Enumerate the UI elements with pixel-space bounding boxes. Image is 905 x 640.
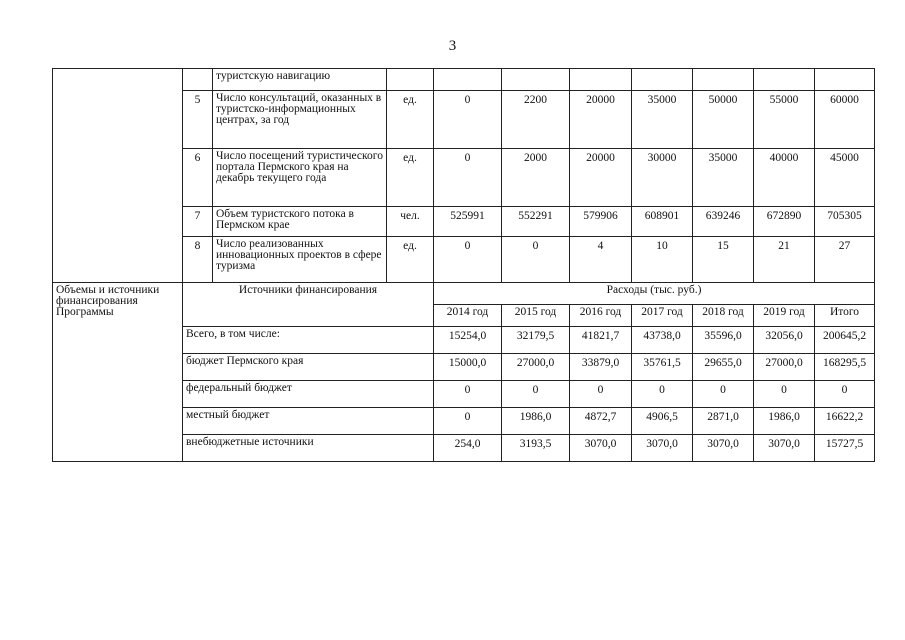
finance-value: 0 bbox=[754, 381, 815, 408]
finance-value: 41821,7 bbox=[570, 327, 632, 354]
finance-value: 3193,5 bbox=[502, 435, 570, 462]
finance-value: 1986,0 bbox=[754, 408, 815, 435]
indicator-value: 40000 bbox=[754, 149, 815, 207]
finance-value: 0 bbox=[815, 381, 875, 408]
indicator-value: 35000 bbox=[693, 149, 754, 207]
indicator-value bbox=[754, 69, 815, 91]
expenses-header: Расходы (тыс. руб.) bbox=[434, 283, 875, 305]
indicator-value: 15 bbox=[693, 237, 754, 283]
finance-value: 29655,0 bbox=[693, 354, 754, 381]
indicator-name: туристскую навигацию bbox=[213, 69, 387, 91]
indicator-number bbox=[183, 69, 213, 91]
indicator-value: 2200 bbox=[502, 91, 570, 149]
indicator-number: 5 bbox=[183, 91, 213, 149]
finance-value: 168295,5 bbox=[815, 354, 875, 381]
indicator-unit: ед. bbox=[387, 91, 434, 149]
finance-source-name: местный бюджет bbox=[183, 408, 434, 435]
finance-header-row bbox=[53, 283, 875, 305]
finance-value: 35761,5 bbox=[632, 354, 693, 381]
finance-value: 2871,0 bbox=[693, 408, 754, 435]
page-number: 3 bbox=[448, 38, 457, 54]
indicator-value: 4 bbox=[570, 237, 632, 283]
finance-value: 200645,2 bbox=[815, 327, 875, 354]
indicator-value: 55000 bbox=[754, 91, 815, 149]
finance-value: 15727,5 bbox=[815, 435, 875, 462]
finance-source-name: внебюджетные источники bbox=[183, 435, 434, 462]
finance-value: 32179,5 bbox=[502, 327, 570, 354]
indicator-name: Число консультаций, оказанных в туристско-информационных центрах, за год bbox=[213, 91, 387, 149]
indicator-unit bbox=[387, 69, 434, 91]
indicator-value: 0 bbox=[502, 237, 570, 283]
finance-value: 3070,0 bbox=[632, 435, 693, 462]
finance-section-label: Объемы и источники финансирования Программы bbox=[53, 283, 183, 462]
year-header: 2019 год bbox=[754, 305, 815, 327]
indicator-number: 7 bbox=[183, 207, 213, 237]
finance-value: 0 bbox=[570, 381, 632, 408]
year-header: 2016 год bbox=[570, 305, 632, 327]
finance-value: 27000,0 bbox=[502, 354, 570, 381]
finance-value: 27000,0 bbox=[754, 354, 815, 381]
indicator-value: 672890 bbox=[754, 207, 815, 237]
finance-value: 43738,0 bbox=[632, 327, 693, 354]
indicator-value: 608901 bbox=[632, 207, 693, 237]
indicator-name: Число реализованных инновационных проектов в сфере туризма bbox=[213, 237, 387, 283]
indicator-value: 0 bbox=[434, 149, 502, 207]
finance-source-name: бюджет Пермского края bbox=[183, 354, 434, 381]
indicator-row bbox=[53, 69, 875, 91]
finance-value: 4906,5 bbox=[632, 408, 693, 435]
finance-value: 0 bbox=[693, 381, 754, 408]
indicator-value: 20000 bbox=[570, 149, 632, 207]
indicator-value: 30000 bbox=[632, 149, 693, 207]
finance-value: 35596,0 bbox=[693, 327, 754, 354]
indicator-number: 6 bbox=[183, 149, 213, 207]
year-header: Итого bbox=[815, 305, 875, 327]
indicator-value: 579906 bbox=[570, 207, 632, 237]
finance-source-name: федеральный бюджет bbox=[183, 381, 434, 408]
indicator-value: 525991 bbox=[434, 207, 502, 237]
indicator-value: 60000 bbox=[815, 91, 875, 149]
finance-value: 3070,0 bbox=[754, 435, 815, 462]
finance-value: 3070,0 bbox=[693, 435, 754, 462]
indicator-value: 20000 bbox=[570, 91, 632, 149]
finance-value: 0 bbox=[434, 408, 502, 435]
finance-value: 0 bbox=[434, 381, 502, 408]
indicator-value bbox=[815, 69, 875, 91]
finance-value: 15000,0 bbox=[434, 354, 502, 381]
finance-value: 4872,7 bbox=[570, 408, 632, 435]
indicator-value bbox=[434, 69, 502, 91]
indicator-value: 10 bbox=[632, 237, 693, 283]
indicator-value: 2000 bbox=[502, 149, 570, 207]
program-table bbox=[52, 68, 875, 462]
indicator-value bbox=[693, 69, 754, 91]
indicator-value: 0 bbox=[434, 237, 502, 283]
indicator-name: Число посещений туристического портала Пермского края на декабрь текущего года bbox=[213, 149, 387, 207]
indicator-value: 27 bbox=[815, 237, 875, 283]
year-header: 2017 год bbox=[632, 305, 693, 327]
sources-header: Источники финансирования bbox=[183, 283, 434, 327]
indicator-value: 50000 bbox=[693, 91, 754, 149]
finance-value: 15254,0 bbox=[434, 327, 502, 354]
finance-source-name: Всего, в том числе: bbox=[183, 327, 434, 354]
indicator-unit: ед. bbox=[387, 149, 434, 207]
indicator-unit: ед. bbox=[387, 237, 434, 283]
indicator-name: Объем туристского потока в Пермском крае bbox=[213, 207, 387, 237]
year-header: 2018 год bbox=[693, 305, 754, 327]
finance-value: 0 bbox=[632, 381, 693, 408]
indicator-section-blank-cell bbox=[53, 69, 183, 283]
indicator-value: 705305 bbox=[815, 207, 875, 237]
year-header: 2014 год bbox=[434, 305, 502, 327]
indicator-number: 8 bbox=[183, 237, 213, 283]
indicator-value bbox=[632, 69, 693, 91]
indicator-value: 0 bbox=[434, 91, 502, 149]
indicator-value: 45000 bbox=[815, 149, 875, 207]
indicator-value: 639246 bbox=[693, 207, 754, 237]
finance-value: 32056,0 bbox=[754, 327, 815, 354]
indicator-unit: чел. bbox=[387, 207, 434, 237]
indicator-value bbox=[502, 69, 570, 91]
finance-value: 254,0 bbox=[434, 435, 502, 462]
indicator-value: 552291 bbox=[502, 207, 570, 237]
indicator-value bbox=[570, 69, 632, 91]
finance-value: 1986,0 bbox=[502, 408, 570, 435]
finance-value: 33879,0 bbox=[570, 354, 632, 381]
finance-value: 16622,2 bbox=[815, 408, 875, 435]
indicator-value: 21 bbox=[754, 237, 815, 283]
year-header: 2015 год bbox=[502, 305, 570, 327]
finance-value: 0 bbox=[502, 381, 570, 408]
indicator-value: 35000 bbox=[632, 91, 693, 149]
finance-value: 3070,0 bbox=[570, 435, 632, 462]
